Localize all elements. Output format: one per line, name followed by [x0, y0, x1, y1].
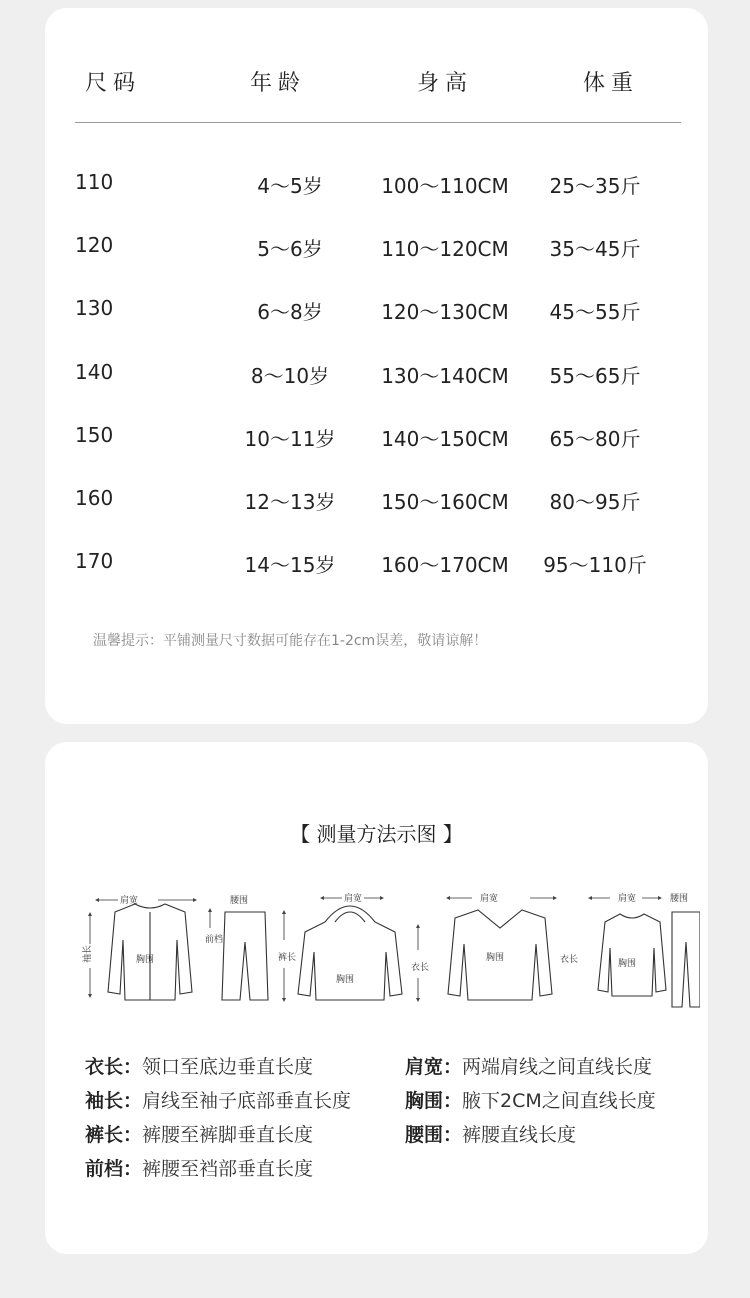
legend-key: 肩宽： [405, 1056, 463, 1078]
cell-size: 160 [75, 486, 114, 510]
legend-desc: 两端肩线之间直线长度 [462, 1056, 653, 1078]
cell-size: 140 [75, 360, 114, 384]
cell-weight: 35～45斤 [549, 237, 641, 261]
measurement-tip: 温馨提示：平铺测量尺寸数据可能存在1-2cm误差，敬请谅解！ [93, 633, 488, 649]
cell-age: 12～13岁 [244, 490, 336, 514]
legend-key: 袖长： [85, 1090, 143, 1112]
legend-item [85, 1154, 313, 1181]
legend-item [85, 1086, 351, 1113]
table-row [45, 541, 708, 581]
legend-item [405, 1086, 656, 1113]
label-chest-3: 胸围 [486, 953, 505, 963]
legend-desc: 领口至底边垂直长度 [142, 1056, 314, 1078]
cell-age: 6～8岁 [257, 300, 323, 324]
label-pants-length-1: 裤长 [278, 953, 297, 963]
legend-item [85, 1120, 313, 1147]
legend-key: 衣长： [85, 1056, 143, 1078]
legend-desc: 肩线至袖子底部垂直长度 [142, 1090, 352, 1112]
table-row [45, 478, 708, 518]
garment-illustrations [60, 882, 700, 1032]
table-row [45, 162, 708, 202]
legend-desc: 腋下2CM之间直线长度 [462, 1090, 656, 1112]
hoodie-figure [298, 898, 418, 1000]
legend-desc: 裤腰至裆部垂直长度 [142, 1158, 314, 1180]
table-row [45, 352, 708, 392]
header-height: 身高 [417, 71, 474, 96]
header-size: 尺码 [85, 71, 142, 96]
cell-size: 110 [75, 170, 114, 194]
jacket-figure [90, 900, 195, 1000]
cell-age: 4～5岁 [257, 174, 323, 198]
cell-height: 160～170CM [381, 553, 509, 577]
legend-key: 胸围： [405, 1090, 463, 1112]
legend-item [405, 1120, 576, 1147]
sweater-figure [448, 898, 555, 1000]
cell-height: 150～160CM [381, 490, 509, 514]
cell-height: 100～110CM [381, 174, 509, 198]
joggers-figure [672, 912, 700, 1007]
measurement-card [45, 742, 708, 1254]
cell-height: 120～130CM [381, 300, 509, 324]
label-shoulder-3: 肩宽 [480, 894, 499, 904]
label-shoulder-1: 肩宽 [120, 896, 139, 906]
label-length-2: 衣长 [560, 955, 579, 965]
legend-desc: 裤腰至裤脚垂直长度 [142, 1124, 314, 1146]
header-divider [75, 122, 681, 123]
cell-age: 10～11岁 [244, 427, 336, 451]
legend-key: 腰围： [405, 1124, 463, 1146]
measurement-title: 【 测量方法示图 】 [290, 822, 463, 846]
table-row [45, 225, 708, 265]
label-chest-1: 胸围 [136, 955, 155, 965]
cell-height: 130～140CM [381, 364, 509, 388]
header-weight: 体重 [583, 71, 640, 96]
label-rise: 前档 [205, 935, 224, 945]
legend-item [405, 1052, 652, 1079]
label-waist-2: 腰围 [670, 894, 689, 904]
label-shoulder-2: 肩宽 [344, 894, 363, 904]
label-sleeve-1: 袖长 [83, 944, 93, 963]
cell-age: 14～15岁 [244, 553, 336, 577]
cell-weight: 55～65斤 [549, 364, 641, 388]
legend-key: 裤长： [85, 1124, 143, 1146]
cell-size: 120 [75, 233, 114, 257]
size-chart-card [45, 8, 708, 724]
label-shoulder-4: 肩宽 [618, 894, 637, 904]
cell-size: 170 [75, 549, 114, 573]
sweatshirt-figure [590, 898, 666, 996]
cell-height: 140～150CM [381, 427, 509, 451]
legend-item [85, 1052, 313, 1079]
table-row [45, 415, 708, 455]
cell-weight: 80～95斤 [549, 490, 641, 514]
label-chest-4: 胸围 [618, 959, 637, 969]
label-chest-2: 胸围 [336, 975, 355, 985]
garment-diagram [60, 882, 700, 1032]
cell-weight: 65～80斤 [549, 427, 641, 451]
pants-figure [210, 910, 284, 1000]
header-age: 年龄 [250, 71, 307, 96]
cell-age: 8～10岁 [250, 364, 330, 388]
cell-age: 5～6岁 [257, 237, 323, 261]
cell-weight: 25～35斤 [549, 174, 641, 198]
cell-size: 150 [75, 423, 114, 447]
cell-weight: 45～55斤 [549, 300, 641, 324]
cell-weight: 95～110斤 [543, 553, 647, 577]
label-length-1: 衣长 [411, 963, 430, 973]
label-waist-1: 腰围 [230, 896, 249, 906]
legend-key: 前档： [85, 1158, 143, 1180]
cell-height: 110～120CM [381, 237, 509, 261]
table-row [45, 288, 708, 328]
legend-desc: 裤腰直线长度 [462, 1124, 577, 1146]
cell-size: 130 [75, 296, 114, 320]
size-table-header [45, 54, 708, 106]
